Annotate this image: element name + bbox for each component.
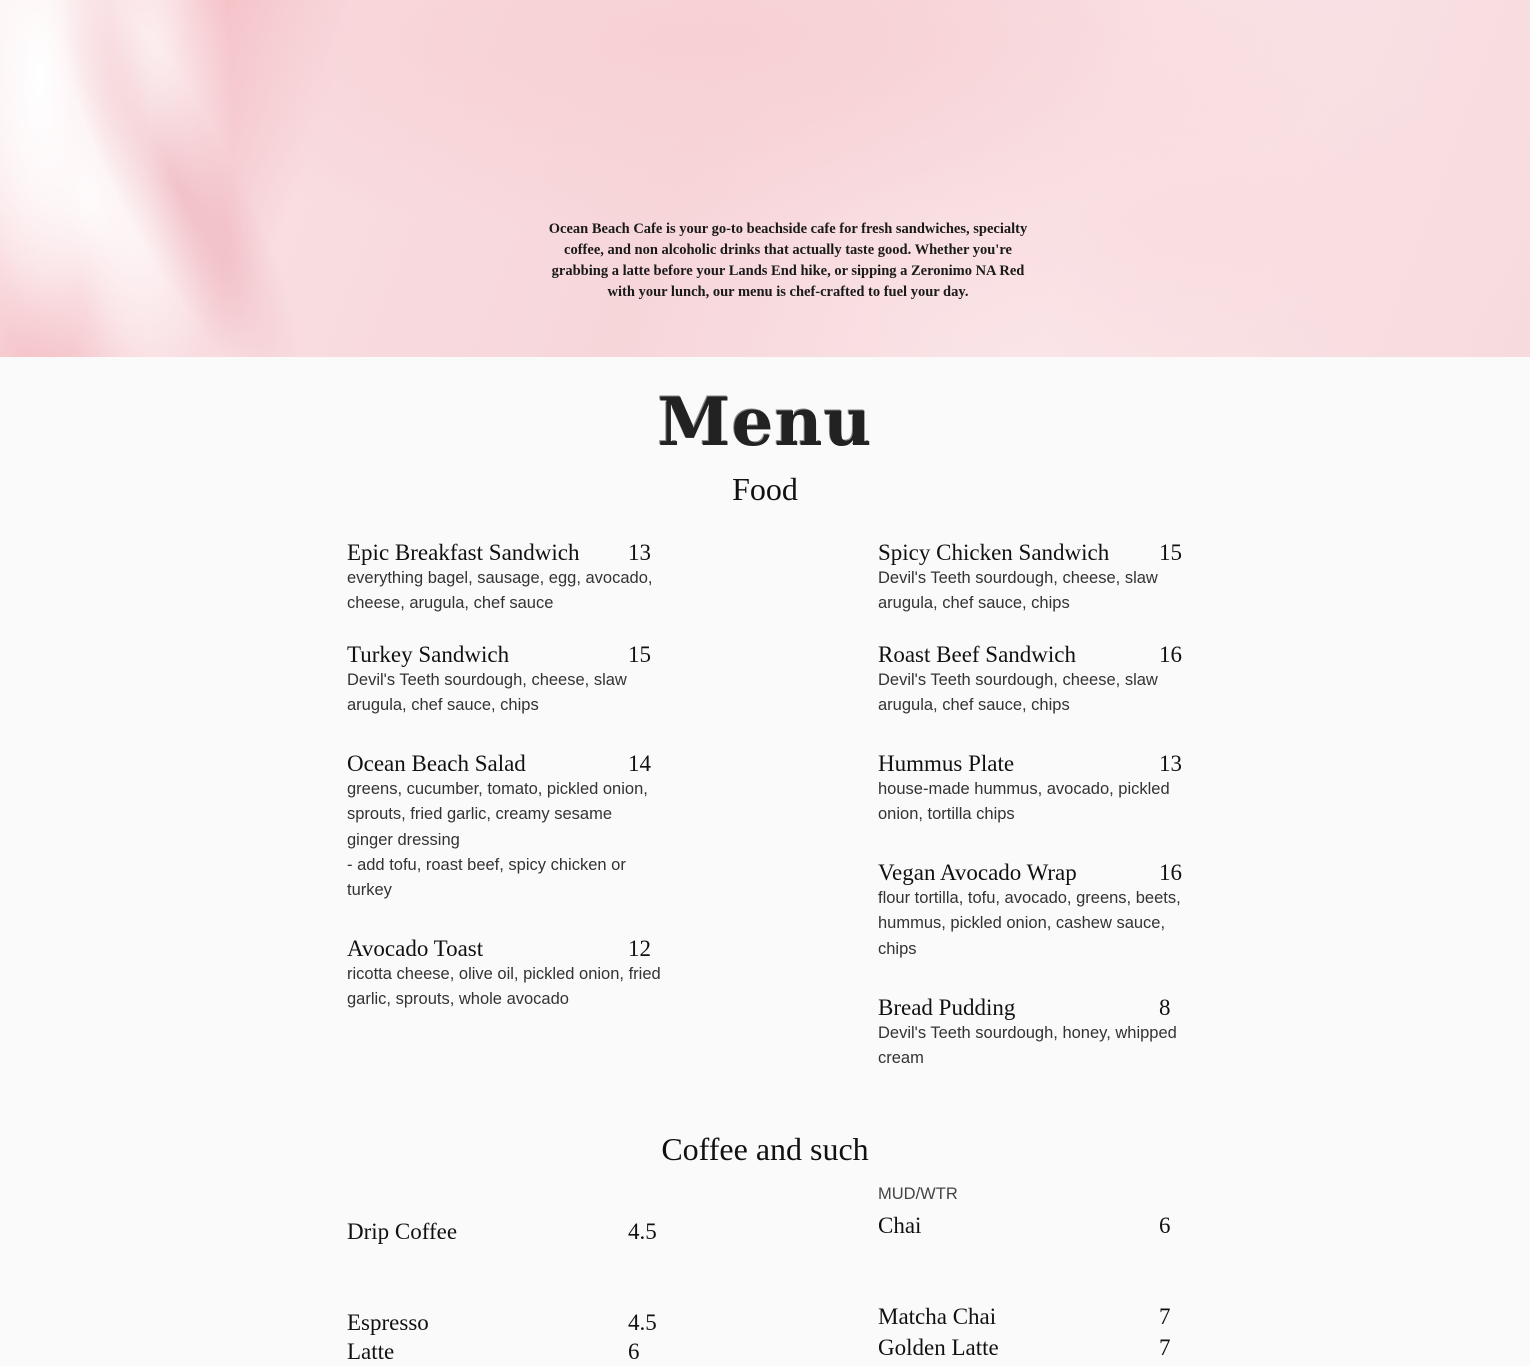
item-price: 13 (628, 540, 651, 565)
item-description (347, 777, 662, 903)
item-name: Matcha Chai (878, 1304, 997, 1329)
menu-title: Menu (657, 383, 873, 461)
item-name: Golden Latte (878, 1335, 999, 1360)
item-name: Latte (347, 1339, 395, 1364)
item-description: Devil's Teeth sourdough, honey, whipped cream (878, 1024, 1177, 1068)
item-price: 7 (1159, 1304, 1171, 1329)
item-name: Ocean Beach Salad (347, 751, 526, 776)
item-price: 7 (1159, 1335, 1171, 1360)
item-name: Spicy Chicken Sandwich (878, 540, 1110, 565)
item-description-text: greens, cucumber, tomato, pickled onion, sprouts, fried garlic, creamy sesame ginger dressing (347, 780, 648, 849)
item-description: Devil's Teeth sourdough, cheese, slaw arugula, chef sauce, chips (878, 569, 1158, 613)
item-name: Drip Coffee (347, 1219, 458, 1244)
item-addon-text: - add tofu, roast beef, spicy chicken or turkey (347, 855, 626, 900)
item-price: 6 (628, 1339, 640, 1364)
item-price: 13 (1159, 751, 1182, 776)
item-price: 6 (1159, 1213, 1171, 1238)
hero-banner (0, 0, 1530, 357)
item-price: 12 (628, 936, 651, 961)
item-name: Epic Breakfast Sandwich (347, 540, 580, 565)
item-name: Vegan Avocado Wrap (878, 860, 1077, 885)
item-name: Bread Pudding (878, 995, 1016, 1020)
food-section-title: Food (732, 471, 798, 507)
item-price: 16 (1159, 642, 1182, 667)
item-name: Turkey Sandwich (347, 642, 510, 667)
hero-intro-text: Ocean Beach Cafe is your go-to beachside cafe for fresh sandwiches, specialty coffee, and non alcoholic drinks that actually taste good. Whether you're grabbing a latte before your Lands End hike, or sipping a Zeronimo NA Red with your lunch, our menu is chef-crafted to fuel your day. (548, 221, 1028, 300)
item-price: 16 (1159, 860, 1182, 885)
item-price: 15 (1159, 540, 1182, 565)
item-description: Devil's Teeth sourdough, cheese, slaw arugula, chef sauce, chips (878, 671, 1158, 715)
item-name: Roast Beef Sandwich (878, 642, 1077, 667)
item-description: house-made hummus, avocado, pickled onion, tortilla chips (878, 780, 1170, 824)
item-price: 4.5 (628, 1219, 657, 1244)
item-price: 15 (628, 642, 651, 667)
coffee-section-title: Coffee and such (661, 1131, 869, 1167)
item-description: flour tortilla, tofu, avocado, greens, beets, hummus, pickled onion, cashew sauce, chips (878, 889, 1181, 958)
item-description: Devil's Teeth sourdough, cheese, slaw arugula, chef sauce, chips (347, 671, 627, 715)
item-price: 14 (628, 751, 651, 776)
item-name: Avocado Toast (347, 936, 484, 961)
item-name: Espresso (347, 1310, 429, 1335)
item-price: 4.5 (628, 1310, 657, 1335)
item-name: Chai (878, 1213, 922, 1238)
item-name: Hummus Plate (878, 751, 1015, 776)
item-price: 8 (1159, 995, 1171, 1020)
item-brand-tag: MUD/WTR (878, 1185, 958, 1203)
item-description: ricotta cheese, olive oil, pickled onion, fried garlic, sprouts, whole avocado (347, 965, 661, 1009)
item-description: everything bagel, sausage, egg, avocado, cheese, arugula, chef sauce (347, 569, 653, 613)
